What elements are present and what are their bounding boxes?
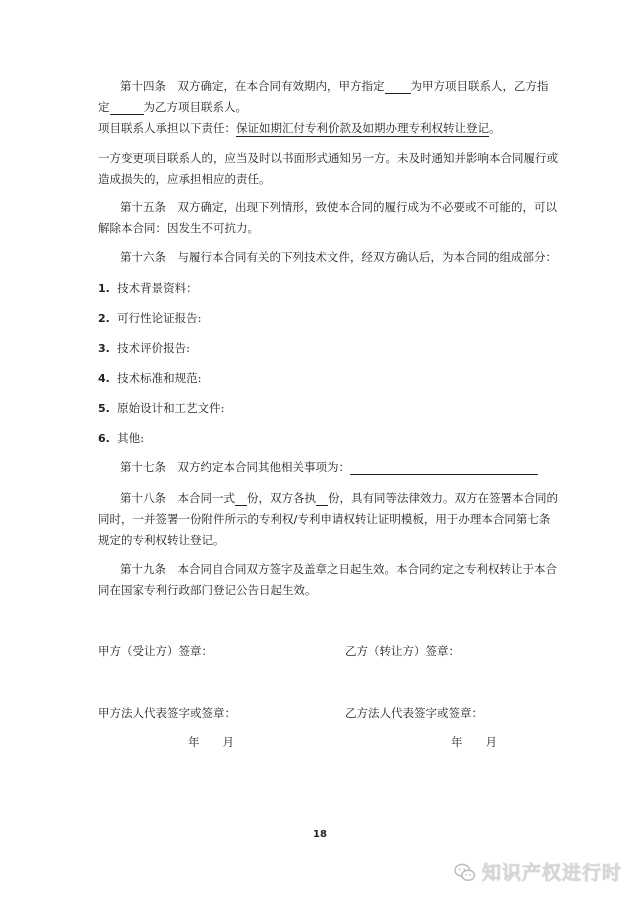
list-item: 4. 技术标准和规范: — [98, 371, 202, 385]
page-number: 18 — [313, 829, 327, 840]
party-b-date: 年 月 — [451, 735, 497, 749]
art15-line1: 第十五条 双方确定，出现下列情形，致使本合同的履行成为不必要或不可能的，可以 — [120, 200, 557, 214]
art18-line1: 第十八条 本合同一式 份，双方各执 份，具有同等法律效力。双方在签署本合同的 — [120, 491, 558, 505]
art17-line1: 第十七条 双方约定本合同其他相关事项为： — [120, 461, 538, 475]
contact-a-blank — [385, 81, 411, 94]
copies-total-blank — [235, 493, 247, 506]
other-matters-blank — [350, 462, 538, 475]
art14-line1: 第十四条 双方确定，在本合同有效期内，甲方指定 为甲方项目联系人，乙方指 — [120, 79, 549, 93]
art18-line3: 规定的专利权转让登记。 — [98, 533, 225, 547]
art14-line3: 项目联系人承担以下责任：保证如期汇付专利价款及如期办理专利权转让登记。 — [98, 121, 501, 135]
art19-line2: 同在国家专利行政部门登记公告日起生效。 — [98, 583, 317, 597]
contact-b-blank — [110, 102, 144, 115]
watermark — [454, 862, 622, 885]
list-item: 2. 可行性论证报告: — [98, 311, 202, 325]
list-item: 6. 其他: — [98, 431, 145, 445]
contact-duty-text: 保证如期汇付专利价款及如期办理专利权转让登记 — [236, 121, 489, 135]
art16-line1: 第十六条 与履行本合同有关的下列技术文件，经双方确认后，为本合同的组成部分： — [120, 250, 557, 264]
party-b-rep-label: 乙方法人代表签字或签章： — [345, 706, 483, 720]
list-item: 5. 原始设计和工艺文件: — [98, 401, 225, 415]
art14-line2: 定 为乙方项目联系人。 — [98, 100, 247, 114]
watermark-text: 知识产权进行时 — [481, 862, 622, 884]
art18-line2: 同时，一并签署一份附件所示的专利权/专利申请权转让证明模板，用于办理本合同第七条 — [98, 512, 551, 526]
party-a-rep-label: 甲方法人代表签字或签章： — [98, 706, 236, 720]
copies-each-blank — [316, 493, 328, 506]
art14-line4: 一方变更项目联系人的，应当及时以书面形式通知另一方。未及时通知并影响本合同履行或 — [98, 151, 558, 165]
party-a-date: 年 月 — [188, 735, 234, 749]
art15-line2: 解除本合同：因发生不可抗力。 — [98, 221, 259, 235]
party-b-seal-label: 乙方（转让方）签章： — [345, 644, 460, 658]
art19-line1: 第十九条 本合同自合同双方签字及盖章之日起生效。本合同约定之专利权转让于本合 — [120, 562, 557, 576]
party-a-seal-label: 甲方（受让方）签章： — [98, 644, 213, 658]
wechat-icon — [454, 863, 476, 883]
list-item: 3. 技术评价报告: — [98, 341, 191, 355]
art14-line5: 造成损失的，应承担相应的责任。 — [98, 172, 271, 186]
list-item: 1. 技术背景资料： — [98, 281, 198, 295]
